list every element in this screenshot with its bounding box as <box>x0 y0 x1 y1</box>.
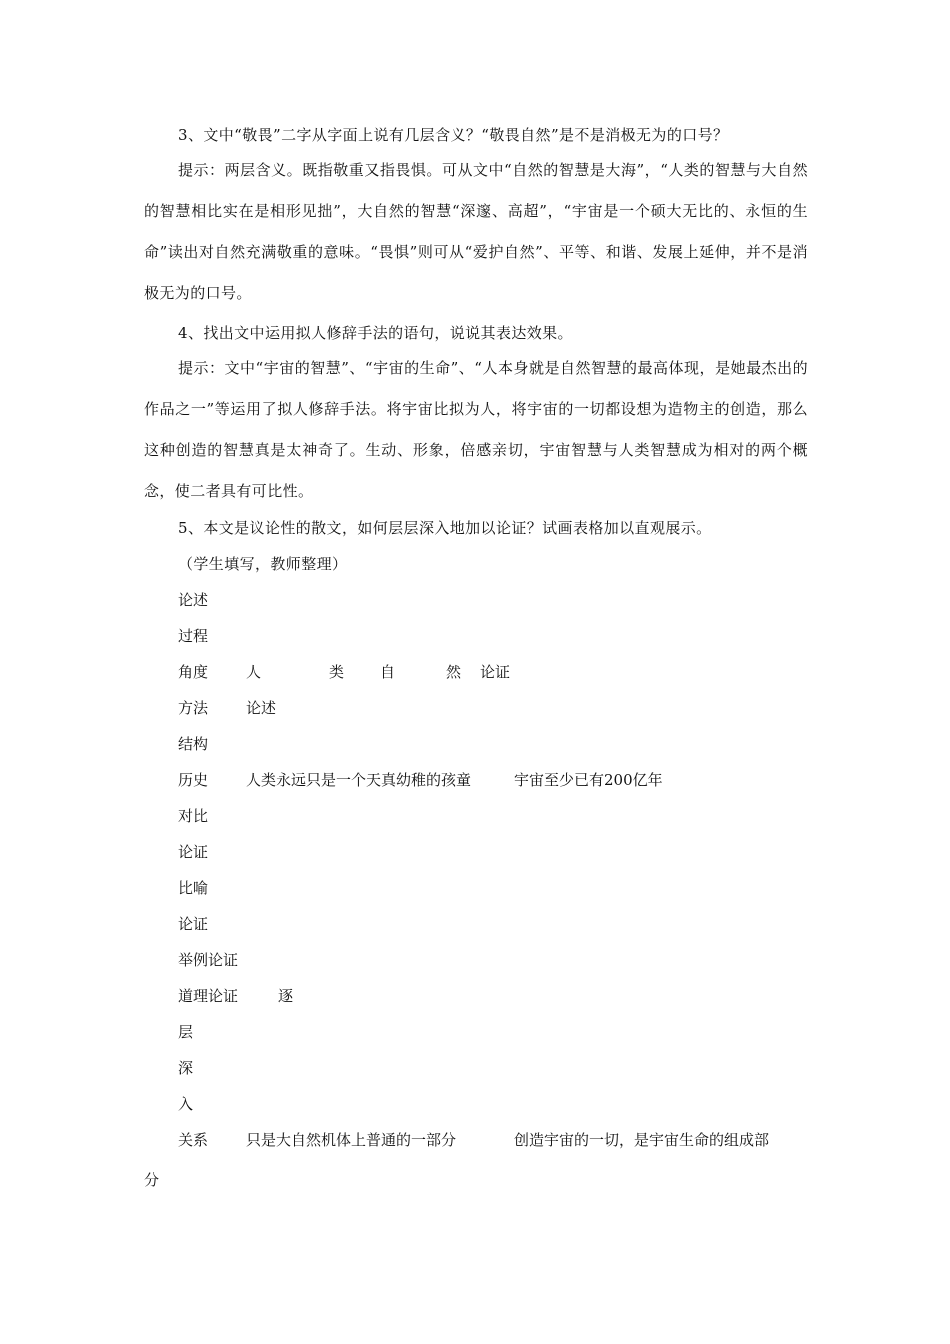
question-5: 5、本文是议论性的散文，如何层层深入地加以论证？试画表格加以直观展示。 <box>178 519 712 537</box>
table-cell: 层 <box>178 1023 194 1041</box>
table-cell: 创造宇宙的一切，是宇宙生命的组成部 <box>514 1131 770 1149</box>
question-5-note: （学生填写，教师整理） <box>178 555 348 573</box>
hint-4: 提示：文中“宇宙的智慧”、“宇宙的生命”、“人本身就是自然智慧的最高体现，是她最杰出的作品之一”等运用了拟人修辞手法。将宇宙比拟为人，将宇宙的一切都设想为造物主的创造，那么这种创造的智慧真是太神奇了。生动、形象，倍感亲切，宇宙智慧与人类智慧成为相对的两个概念，使二者具有可比性。 <box>144 359 808 500</box>
table-cell: 论证 <box>178 915 209 933</box>
table-cell: 入 <box>178 1095 194 1113</box>
table-cell: 比喻 <box>178 879 209 897</box>
table-cell: 过程 <box>178 627 209 645</box>
table-cell: 论证 <box>178 843 209 861</box>
table-cell: 深 <box>178 1059 194 1077</box>
table-cell: 只是大自然机体上普通的一部分 <box>246 1131 457 1149</box>
table-cell: 结构 <box>178 735 209 753</box>
table-cell: 方法 <box>178 699 209 717</box>
table-cell: 对比 <box>178 807 209 825</box>
table-cell: 论述 <box>178 591 209 609</box>
table-cell: 宇宙至少已有200亿年 <box>514 771 663 789</box>
question-4: 4、找出文中运用拟人修辞手法的语句，说说其表达效果。 <box>178 324 573 342</box>
table-cell: 关系 <box>178 1131 209 1149</box>
table-cell: 历史 <box>178 771 209 789</box>
table-cell: 论述 <box>246 699 277 717</box>
table-cell: 类 <box>329 663 345 681</box>
table-cell: 人类永远只是一个天真幼稚的孩童 <box>246 771 472 789</box>
question-3: 3、文中“敬畏”二字从字面上说有几层含义？“敬畏自然”是不是消极无为的口号？ <box>178 126 729 144</box>
hint-3: 提示：两层含义。既指敬重又指畏惧。可从文中“自然的智慧是大海”，“人类的智慧与大自然的智慧相比实在是相形见拙”，大自然的智慧“深邃、高超”，“宇宙是一个硕大无比的、永恒的生命”读出对自然充满敬重的意味。“畏惧”则可从“爱护自然”、平等、和谐、发展上延伸，并不是消极无为的口号。 <box>144 161 808 302</box>
table-cell: 论证 <box>480 663 511 681</box>
table-cell: 自 <box>380 663 396 681</box>
table-cell: 然 <box>446 663 462 681</box>
table-cell: 角度 <box>178 663 209 681</box>
table-cell: 分 <box>144 1171 160 1189</box>
table-cell: 逐 <box>278 987 294 1005</box>
table-cell: 人 <box>246 663 262 681</box>
table-cell: 举例论证 <box>178 951 239 969</box>
table-cell: 道理论证 <box>178 987 239 1005</box>
